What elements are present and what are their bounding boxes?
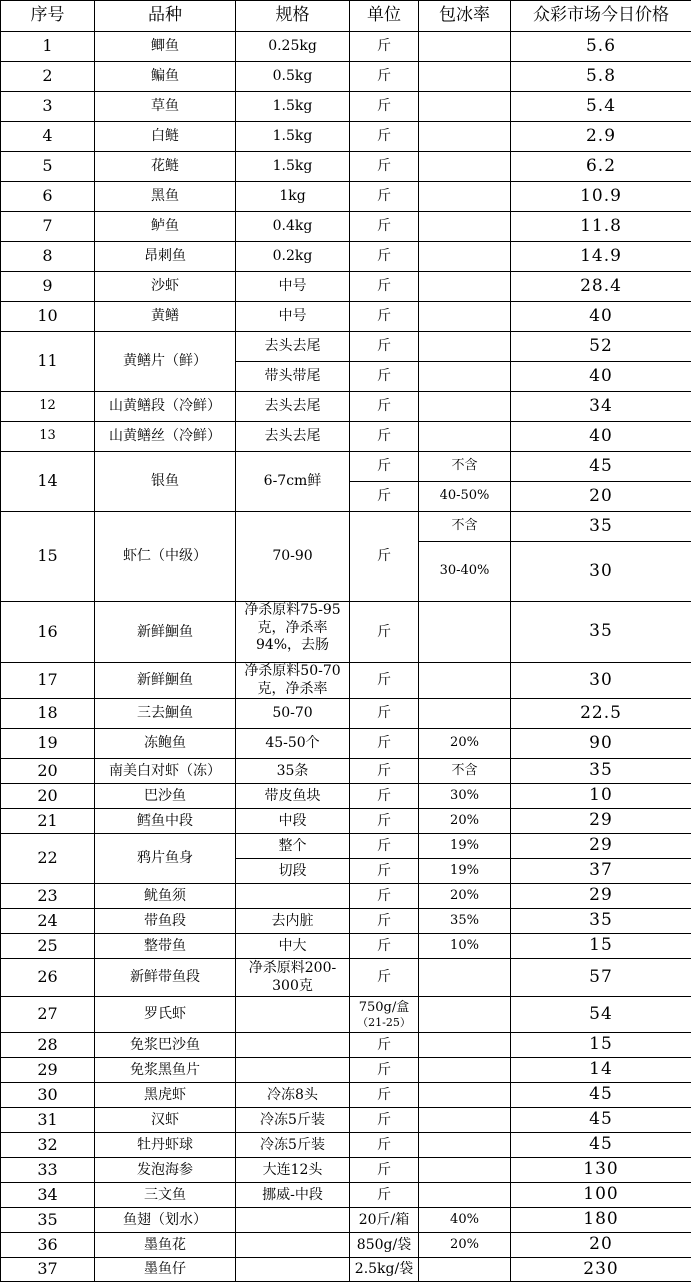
cell-ice [419,1183,511,1208]
cell-unit: 斤 [350,1158,419,1183]
cell-price: 22.5 [511,699,691,729]
cell-unit: 850g/袋 [350,1233,419,1258]
cell-ice [419,663,511,699]
table-row [1,1083,691,1108]
cell-no: 36 [1,1233,95,1258]
cell-spec: 冷冻5斤装 [236,1133,350,1158]
cell-unit: 斤 [350,809,419,834]
cell-name: 三文鱼 [95,1183,236,1208]
cell-no: 29 [1,1058,95,1083]
cell-price: 230 [511,1258,691,1282]
cell-ice: 20% [419,729,511,759]
cell-unit: 斤 [350,122,419,152]
cell-unit: 斤 [350,512,419,602]
cell-name: 银鱼 [95,452,236,512]
header-unit: 单位 [350,1,419,32]
cell-no: 10 [1,302,95,332]
cell-ice [419,302,511,332]
cell-price: 180 [511,1208,691,1233]
cell-no: 9 [1,272,95,302]
cell-price: 10.9 [511,182,691,212]
table-row [1,32,691,62]
cell-ice: 30-40% [419,542,511,602]
cell-no: 33 [1,1158,95,1183]
cell-spec: 1.5kg [236,122,350,152]
table-row [1,242,691,272]
cell-spec [236,1058,350,1083]
cell-unit: 斤 [350,482,419,512]
cell-spec: 35条 [236,759,350,784]
cell-no: 20 [1,784,95,809]
cell-price: 100 [511,1183,691,1208]
cell-price: 20 [511,1233,691,1258]
cell-spec: 冷冻5斤装 [236,1108,350,1133]
cell-no: 6 [1,182,95,212]
cell-spec: 45-50个 [236,729,350,759]
cell-name: 山黄鳝段（冷鲜） [95,392,236,422]
cell-name: 免浆巴沙鱼 [95,1033,236,1058]
table-row [1,302,691,332]
table-row [1,452,691,482]
cell-price: 5.4 [511,92,691,122]
cell-name: 新鲜带鱼段 [95,959,236,997]
cell-name: 鳕鱼中段 [95,809,236,834]
table-row [1,997,691,1033]
unit-sub: （21-25） [352,1016,416,1029]
cell-spec: 1kg [236,182,350,212]
table-row [1,1108,691,1133]
table-row [1,1208,691,1233]
cell-name: 免浆黑鱼片 [95,1058,236,1083]
table-row [1,959,691,997]
cell-unit: 斤 [350,92,419,122]
cell-spec: 净杀原料75-95克，净杀率94%，去肠 [236,602,350,663]
cell-ice [419,1083,511,1108]
cell-unit: 斤 [350,663,419,699]
cell-name: 罗氏虾 [95,997,236,1033]
cell-price: 54 [511,997,691,1033]
table-row [1,332,691,362]
cell-ice: 20% [419,809,511,834]
table-row [1,809,691,834]
cell-name: 黑鱼 [95,182,236,212]
cell-spec: 带头带尾 [236,362,350,392]
cell-name: 虾仁（中级） [95,512,236,602]
cell-name: 南美白对虾（冻） [95,759,236,784]
cell-unit: 20斤/箱 [350,1208,419,1233]
table-row [1,1183,691,1208]
cell-unit: 斤 [350,909,419,934]
cell-ice [419,997,511,1033]
cell-no: 31 [1,1108,95,1133]
cell-name: 鳊鱼 [95,62,236,92]
cell-spec: 1.5kg [236,152,350,182]
cell-spec: 冷冻8头 [236,1083,350,1108]
cell-name: 鸦片鱼身 [95,834,236,884]
cell-name: 鱿鱼须 [95,884,236,909]
cell-price: 30 [511,542,691,602]
cell-price: 52 [511,332,691,362]
cell-ice: 20% [419,1233,511,1258]
table-row [1,512,691,542]
cell-name: 山黄鳝丝（冷鲜） [95,422,236,452]
cell-spec [236,884,350,909]
cell-spec: 中号 [236,302,350,332]
cell-spec: 带皮鱼块 [236,784,350,809]
table-row [1,729,691,759]
table-row [1,834,691,859]
cell-unit: 斤 [350,859,419,884]
cell-no: 25 [1,934,95,959]
cell-unit: 斤 [350,1083,419,1108]
cell-ice: 30% [419,784,511,809]
cell-price: 5.8 [511,62,691,92]
cell-no: 19 [1,729,95,759]
cell-spec: 切段 [236,859,350,884]
cell-price: 29 [511,834,691,859]
cell-unit: 斤 [350,242,419,272]
cell-name: 鲈鱼 [95,212,236,242]
cell-spec: 6-7cm鲜 [236,452,350,512]
cell-ice [419,152,511,182]
cell-price: 37 [511,859,691,884]
cell-no: 3 [1,92,95,122]
cell-ice: 19% [419,859,511,884]
cell-ice [419,362,511,392]
cell-no: 30 [1,1083,95,1108]
table-row [1,602,691,663]
cell-name: 鱼翅（划水） [95,1208,236,1233]
cell-price: 45 [511,452,691,482]
cell-spec: 中号 [236,272,350,302]
cell-ice [419,32,511,62]
cell-ice [419,1033,511,1058]
cell-price: 35 [511,602,691,663]
cell-unit: 斤 [350,1058,419,1083]
cell-ice [419,1158,511,1183]
cell-name: 墨鱼花 [95,1233,236,1258]
cell-ice [419,122,511,152]
cell-no: 27 [1,997,95,1033]
cell-unit: 斤 [350,212,419,242]
cell-name: 牡丹虾球 [95,1133,236,1158]
cell-ice [419,1058,511,1083]
cell-spec: 整个 [236,834,350,859]
cell-ice: 不含 [419,512,511,542]
cell-unit: 斤 [350,729,419,759]
cell-price: 90 [511,729,691,759]
table-row [1,1058,691,1083]
cell-no: 16 [1,602,95,663]
cell-no: 20 [1,759,95,784]
cell-no: 11 [1,332,95,392]
cell-ice: 20% [419,884,511,909]
cell-ice [419,62,511,92]
cell-no: 32 [1,1133,95,1158]
cell-no: 23 [1,884,95,909]
cell-ice [419,699,511,729]
header-ice: 包冰率 [419,1,511,32]
cell-no: 21 [1,809,95,834]
cell-spec [236,1233,350,1258]
cell-no: 18 [1,699,95,729]
cell-spec: 50-70 [236,699,350,729]
cell-no: 34 [1,1183,95,1208]
cell-price: 45 [511,1083,691,1108]
cell-price: 11.8 [511,212,691,242]
cell-unit [350,997,419,1033]
cell-ice [419,959,511,997]
cell-no: 12 [1,392,95,422]
cell-price: 40 [511,302,691,332]
header-spec: 规格 [236,1,350,32]
cell-name: 巴沙鱼 [95,784,236,809]
cell-name: 汉虾 [95,1108,236,1133]
cell-no: 35 [1,1208,95,1233]
table-row [1,759,691,784]
cell-unit: 斤 [350,1108,419,1133]
cell-ice [419,1258,511,1282]
cell-price: 2.9 [511,122,691,152]
table-row [1,663,691,699]
cell-unit: 斤 [350,452,419,482]
cell-ice [419,602,511,663]
table-row [1,422,691,452]
cell-price: 6.2 [511,152,691,182]
cell-spec: 净杀原料200-300克 [236,959,350,997]
cell-spec [236,997,350,1033]
cell-no: 17 [1,663,95,699]
cell-ice [419,92,511,122]
cell-ice [419,1108,511,1133]
cell-spec: 净杀原料50-70克，净杀率 [236,663,350,699]
table-row [1,392,691,422]
cell-name: 新鲜鮰鱼 [95,602,236,663]
cell-unit: 斤 [350,272,419,302]
cell-name: 鲫鱼 [95,32,236,62]
table-row [1,122,691,152]
cell-name: 三去鮰鱼 [95,699,236,729]
cell-name: 白鲢 [95,122,236,152]
cell-no: 13 [1,422,95,452]
cell-ice [419,392,511,422]
cell-no: 2 [1,62,95,92]
cell-price: 35 [511,909,691,934]
cell-name: 发泡海参 [95,1158,236,1183]
cell-unit: 2.5kg/袋 [350,1258,419,1282]
table-row [1,92,691,122]
cell-spec: 70-90 [236,512,350,602]
cell-ice: 不含 [419,759,511,784]
cell-unit: 斤 [350,834,419,859]
cell-unit: 斤 [350,1033,419,1058]
cell-unit: 斤 [350,699,419,729]
cell-ice: 不含 [419,452,511,482]
cell-unit: 斤 [350,1183,419,1208]
table-row [1,699,691,729]
cell-spec: 1.5kg [236,92,350,122]
cell-name: 黄鳝 [95,302,236,332]
cell-unit: 斤 [350,422,419,452]
cell-unit: 斤 [350,62,419,92]
cell-unit: 斤 [350,602,419,663]
cell-price: 35 [511,512,691,542]
cell-price: 130 [511,1158,691,1183]
table-row [1,784,691,809]
cell-unit: 斤 [350,759,419,784]
cell-ice: 40-50% [419,482,511,512]
cell-name: 整带鱼 [95,934,236,959]
cell-ice [419,212,511,242]
cell-no: 28 [1,1033,95,1058]
cell-price: 20 [511,482,691,512]
cell-name: 新鲜鮰鱼 [95,663,236,699]
cell-ice: 19% [419,834,511,859]
header-no: 序号 [1,1,95,32]
cell-unit: 斤 [350,934,419,959]
cell-ice [419,272,511,302]
table-row [1,884,691,909]
cell-price: 14 [511,1058,691,1083]
cell-ice [419,332,511,362]
cell-price: 34 [511,392,691,422]
cell-price: 15 [511,1033,691,1058]
cell-price: 5.6 [511,32,691,62]
cell-spec [236,1208,350,1233]
cell-name: 草鱼 [95,92,236,122]
cell-ice [419,1133,511,1158]
table-row [1,182,691,212]
cell-price: 29 [511,884,691,909]
cell-price: 29 [511,809,691,834]
cell-unit: 斤 [350,362,419,392]
header-name: 品种 [95,1,236,32]
cell-no: 5 [1,152,95,182]
cell-spec: 去头去尾 [236,332,350,362]
cell-spec: 大连12头 [236,1158,350,1183]
cell-name: 黄鳝片（鲜） [95,332,236,392]
cell-price: 15 [511,934,691,959]
cell-name: 带鱼段 [95,909,236,934]
cell-no: 8 [1,242,95,272]
table-row [1,212,691,242]
cell-unit: 斤 [350,32,419,62]
cell-price: 57 [511,959,691,997]
cell-spec: 0.4kg [236,212,350,242]
cell-spec: 0.2kg [236,242,350,272]
cell-price: 45 [511,1108,691,1133]
cell-no: 22 [1,834,95,884]
cell-price: 35 [511,759,691,784]
table-row [1,1033,691,1058]
cell-unit: 斤 [350,302,419,332]
header-price: 众彩市场今日价格 [511,1,691,32]
cell-no: 15 [1,512,95,602]
cell-unit: 斤 [350,182,419,212]
cell-name: 冻鲍鱼 [95,729,236,759]
cell-spec: 挪威-中段 [236,1183,350,1208]
cell-spec: 0.25kg [236,32,350,62]
cell-spec: 去头去尾 [236,422,350,452]
cell-no: 1 [1,32,95,62]
table-row [1,272,691,302]
cell-unit: 斤 [350,392,419,422]
cell-name: 沙虾 [95,272,236,302]
table-row [1,1233,691,1258]
cell-spec: 0.5kg [236,62,350,92]
table-row [1,152,691,182]
cell-no: 14 [1,452,95,512]
cell-spec: 去头去尾 [236,392,350,422]
unit-main: 750g/盒 [359,1000,410,1015]
cell-ice: 10% [419,934,511,959]
table-row [1,1158,691,1183]
cell-spec: 中段 [236,809,350,834]
cell-price: 30 [511,663,691,699]
cell-price: 14.9 [511,242,691,272]
cell-ice [419,242,511,272]
cell-no: 4 [1,122,95,152]
cell-no: 24 [1,909,95,934]
cell-no: 7 [1,212,95,242]
cell-unit: 斤 [350,152,419,182]
cell-name: 墨鱼仔 [95,1258,236,1282]
table-row [1,62,691,92]
cell-unit: 斤 [350,1133,419,1158]
cell-unit: 斤 [350,784,419,809]
cell-unit: 斤 [350,884,419,909]
cell-name: 黑虎虾 [95,1083,236,1108]
cell-ice: 35% [419,909,511,934]
cell-price: 40 [511,362,691,392]
cell-unit: 斤 [350,959,419,997]
cell-price: 28.4 [511,272,691,302]
table-row [1,1258,691,1282]
cell-price: 45 [511,1133,691,1158]
cell-unit: 斤 [350,332,419,362]
cell-no: 26 [1,959,95,997]
cell-spec [236,1258,350,1282]
cell-price: 40 [511,422,691,452]
cell-spec: 去内脏 [236,909,350,934]
table-row [1,934,691,959]
cell-ice: 40% [419,1208,511,1233]
cell-name: 花鲢 [95,152,236,182]
cell-ice [419,182,511,212]
cell-spec [236,1033,350,1058]
cell-ice [419,422,511,452]
header-row [1,1,691,32]
table-row [1,909,691,934]
cell-no: 37 [1,1258,95,1282]
cell-price: 10 [511,784,691,809]
table-row [1,1133,691,1158]
cell-name: 昂刺鱼 [95,242,236,272]
cell-spec: 中大 [236,934,350,959]
